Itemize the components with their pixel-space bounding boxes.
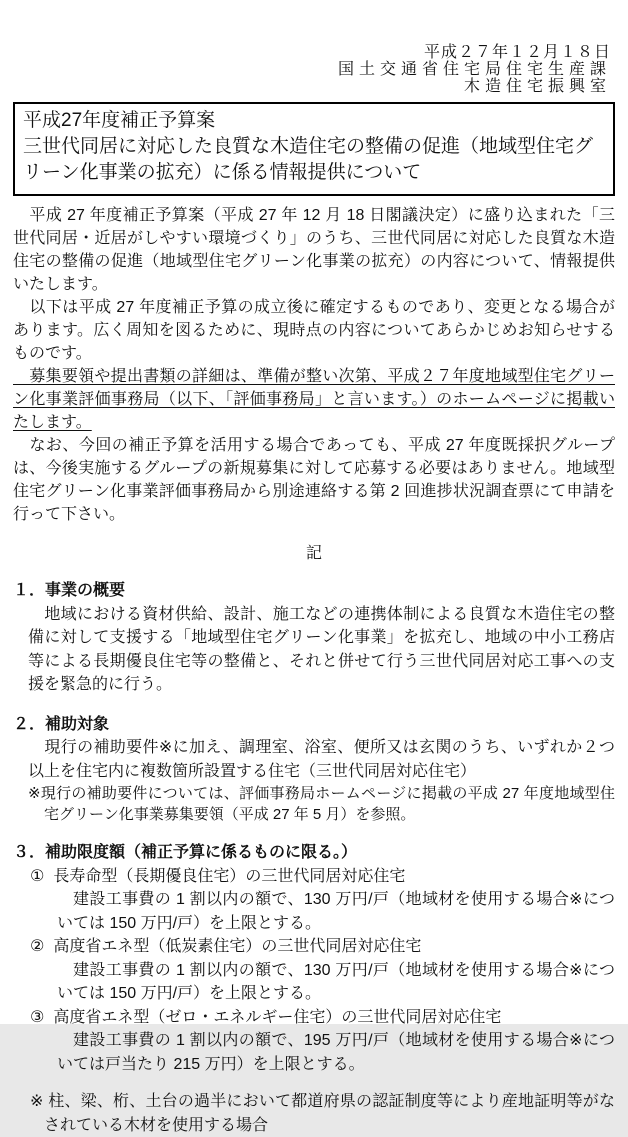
section-3-heading: ３．補助限度額（補正予算に係るものに限る。） <box>13 844 358 861</box>
subsidy-item-1-body: 建設工事費の 1 割以内の額で、130 万円/戸（地域材を使用する場合※については 150 万円/戸）を上限とする。 <box>57 891 615 932</box>
intro-paragraph-3-underlined: 募集要領や提出書類の詳細は、準備が整い次第、平成２７年度地域型住宅グリーン化事業評価事務局（以下、「評価事務局」と言います。）のホームページに掲載いたします。 <box>13 368 615 431</box>
subsidy-item-2-title <box>30 935 615 959</box>
header-date: 平成２７年１２月１８日 <box>423 44 611 61</box>
header-org-department: 国土交通省住宅局住宅生産課 <box>337 61 611 78</box>
title-box <box>13 102 615 196</box>
title-line-subject: 三世代同居に対応した良質な木造住宅の整備の促進（地域型住宅グリーン化事業の拡充）に係る情報提供について <box>23 136 594 183</box>
subsidy-item-1-title-text: 長寿命型（長期優良住宅）の三世代同居対応住宅 <box>53 867 406 885</box>
subsidy-item-2 <box>13 935 615 1006</box>
subsidy-item-3-title <box>30 1006 615 1030</box>
subsidy-item-3-title-text: 高度省エネ型（ゼロ・エネルギー住宅）の三世代同居対応住宅 <box>53 1008 502 1026</box>
section-1-heading: １．事業の概要 <box>13 582 126 599</box>
intro-paragraph-2: 以下は平成 27 年度補正予算の成立後に確定するものであり、変更となる場合があります。広く周知を図るために、現時点の内容についてあらかじめお知らせするものです。 <box>13 299 615 362</box>
section-project-overview <box>13 579 615 697</box>
subsidy-item-2-body: 建設工事費の 1 割以内の額で、130 万円/戸（地域材を使用する場合※については 150 万円/戸）を上限とする。 <box>57 961 615 1002</box>
subsidy-item-3-number: ③ <box>30 1008 45 1026</box>
title-line-budget: 平成27年度補正予算案 <box>23 110 216 131</box>
document-header <box>13 44 615 95</box>
subsidy-item-3 <box>13 1006 615 1077</box>
subsidy-item-2-number: ② <box>30 938 45 955</box>
header-org-office: 木造住宅振興室 <box>463 78 611 95</box>
intro-paragraphs <box>13 204 615 526</box>
section-2-body: 現行の補助要件※に加え、調理室、浴室、便所又は玄関のうち、いずれか２つ以上を住宅内に複数箇所設置する住宅（三世代同居対応住宅） <box>28 739 615 780</box>
ki-marker: 記 <box>305 545 322 562</box>
section-1-body: 地域における資材供給、設計、施工などの連携体制による良質な木造住宅の整備に対して支援する「地域型住宅グリーン化事業」を拡充し、地域の中小工務店等による長期優良住宅等の整備と、それと併せて行う三世代同居対応工事への支援を緊急的に行う。 <box>28 605 615 693</box>
subsidy-item-2-title-text: 高度省エネ型（低炭素住宅）の三世代同居対応住宅 <box>53 938 422 955</box>
intro-paragraph-1: 平成 27 年度補正予算案（平成 27 年 12 月 18 日閣議決定）に盛り込まれた「三世代同居・近居がしやすい環境づくり」のうち、三世代同居に対応した良質な木造住宅の整備の促進（地域型住宅グリーン化事業の拡充）の内容について、情報提供いたします。 <box>13 207 615 293</box>
subsidy-item-1 <box>13 865 615 936</box>
section-2-note: ※現行の補助要件については、評価事務局ホームページに掲載の平成 27 年度地域型住宅グリーン化事業募集要領（平成 27 年 5 月）を参照。 <box>28 785 615 823</box>
local-timber-footnote: ※ 柱、梁、桁、土台の過半において都道府県の認証制度等により産地証明等がなされている木材を使用する場合 <box>30 1093 615 1134</box>
section-2-heading: ２．補助対象 <box>13 715 110 733</box>
intro-paragraph-4: なお、今回の補正予算を活用する場合であっても、平成 27 年度既採択グループは、今後実施するグループの新規募集に対して応募する必要はありません。地域型住宅グリーン化事業評価事務局から別途連絡する第 2 回進捗状況調査票にて申請を行って下さい。 <box>13 437 615 523</box>
subsidy-item-1-number: ① <box>30 867 45 885</box>
subsidy-item-3-body: 建設工事費の 1 割以内の額で、195 万円/戸（地域材を使用する場合※については戸当たり 215 万円）を上限とする。 <box>57 1032 615 1073</box>
section-subsidy-limits <box>13 841 615 1137</box>
section-subsidy-target <box>13 713 615 826</box>
subsidy-item-1-title <box>30 865 615 889</box>
